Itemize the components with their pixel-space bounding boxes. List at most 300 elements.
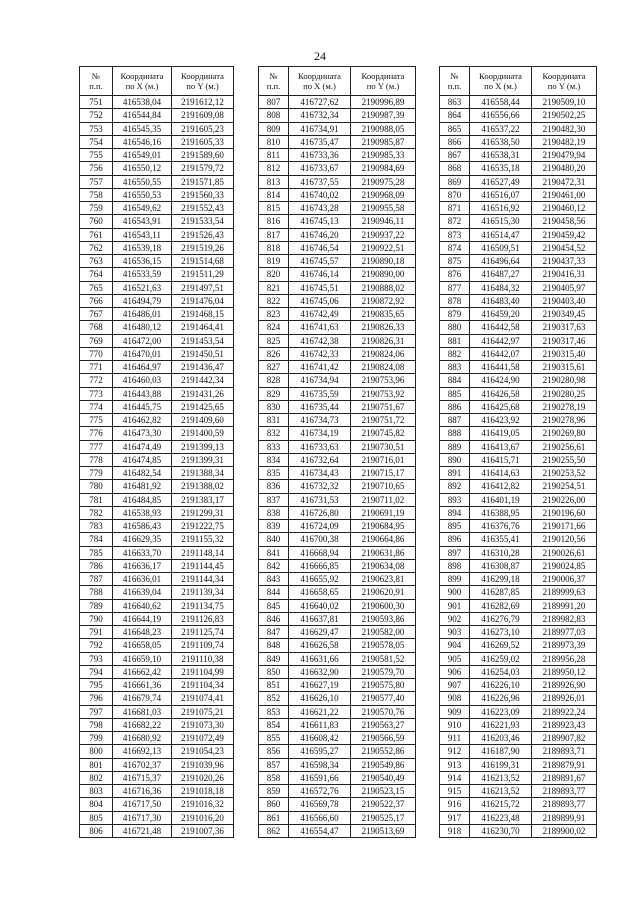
table-row xyxy=(259,202,416,215)
x-coordinate-cell: 416516,92 xyxy=(470,202,532,215)
y-coordinate-cell: 2189879,91 xyxy=(532,758,597,771)
point-number-cell: 812 xyxy=(259,162,289,175)
table-row xyxy=(80,241,234,254)
point-number-cell: 776 xyxy=(80,427,113,440)
point-number-cell: 765 xyxy=(80,281,113,294)
point-number-cell: 917 xyxy=(440,811,470,824)
y-coordinate-cell: 2191476,04 xyxy=(172,294,234,307)
table-row xyxy=(440,559,597,572)
x-coordinate-cell: 416734,73 xyxy=(289,414,351,427)
y-coordinate-cell: 2190482,19 xyxy=(532,135,597,148)
point-number-cell: 873 xyxy=(440,228,470,241)
x-coordinate-cell: 416655,92 xyxy=(289,573,351,586)
y-coordinate-cell: 2189973,39 xyxy=(532,639,597,652)
y-coordinate-cell: 2190579,70 xyxy=(351,665,416,678)
y-coordinate-cell: 2190581,52 xyxy=(351,652,416,665)
y-coordinate-cell: 2191519,26 xyxy=(172,241,234,254)
y-coordinate-cell: 2191579,72 xyxy=(172,162,234,175)
x-coordinate-cell: 416629,35 xyxy=(113,533,172,546)
y-coordinate-cell: 2189926,90 xyxy=(532,679,597,692)
y-coordinate-cell: 2190582,00 xyxy=(351,626,416,639)
point-number-cell: 897 xyxy=(440,546,470,559)
y-coordinate-cell: 2191222,75 xyxy=(172,520,234,533)
point-number-cell: 841 xyxy=(259,546,289,559)
y-coordinate-cell: 2191126,83 xyxy=(172,612,234,625)
table-row xyxy=(440,718,597,731)
y-coordinate-cell: 2190578,05 xyxy=(351,639,416,652)
table-row xyxy=(259,612,416,625)
y-coordinate-cell: 2189999,63 xyxy=(532,586,597,599)
table-row xyxy=(80,785,234,798)
point-number-cell: 785 xyxy=(80,546,113,559)
y-coordinate-cell: 2190522,37 xyxy=(351,798,416,811)
y-coordinate-cell: 2190730,51 xyxy=(351,440,416,453)
point-number-cell: 784 xyxy=(80,533,113,546)
x-coordinate-cell: 416746,54 xyxy=(289,241,351,254)
table-row xyxy=(440,573,597,586)
y-coordinate-cell: 2190946,11 xyxy=(351,215,416,228)
y-coordinate-cell: 2190987,39 xyxy=(351,109,416,122)
x-coordinate-cell: 416509,51 xyxy=(470,241,532,254)
x-coordinate-cell: 416273,10 xyxy=(470,626,532,639)
table-row xyxy=(80,149,234,162)
x-coordinate-cell: 416413,67 xyxy=(470,440,532,453)
y-coordinate-cell: 2190691,19 xyxy=(351,506,416,519)
point-number-cell: 788 xyxy=(80,586,113,599)
y-coordinate-cell: 2190620,91 xyxy=(351,586,416,599)
x-coordinate-cell: 416536,15 xyxy=(113,255,172,268)
point-number-cell: 760 xyxy=(80,215,113,228)
table-row xyxy=(440,811,597,824)
x-coordinate-cell: 416682,22 xyxy=(113,718,172,731)
table-row xyxy=(259,824,416,837)
table-row xyxy=(259,334,416,347)
point-number-cell: 757 xyxy=(80,175,113,188)
point-number-cell: 755 xyxy=(80,149,113,162)
x-coordinate-cell: 416743,28 xyxy=(289,202,351,215)
y-coordinate-cell: 2190461,00 xyxy=(532,188,597,201)
x-coordinate-cell: 416644,19 xyxy=(113,612,172,625)
table-row xyxy=(440,798,597,811)
x-coordinate-cell: 416481,92 xyxy=(113,480,172,493)
x-coordinate-cell: 416745,57 xyxy=(289,255,351,268)
table-row xyxy=(440,228,597,241)
table-row xyxy=(259,427,416,440)
y-coordinate-cell: 2191453,54 xyxy=(172,334,234,347)
x-coordinate-cell: 416474,85 xyxy=(113,453,172,466)
x-coordinate-cell: 416732,32 xyxy=(289,480,351,493)
y-coordinate-cell: 2190684,95 xyxy=(351,520,416,533)
x-coordinate-cell: 416741,42 xyxy=(289,361,351,374)
table-row xyxy=(259,96,416,109)
table-row xyxy=(259,453,416,466)
y-coordinate-cell: 2190552,86 xyxy=(351,745,416,758)
x-coordinate-cell: 416442,07 xyxy=(470,347,532,360)
x-coordinate-cell: 416483,40 xyxy=(470,294,532,307)
point-number-cell: 813 xyxy=(259,175,289,188)
x-coordinate-cell: 416226,96 xyxy=(470,692,532,705)
point-number-cell: 829 xyxy=(259,387,289,400)
y-coordinate-cell: 2191109,74 xyxy=(172,639,234,652)
y-coordinate-cell: 2190256,61 xyxy=(532,440,597,453)
table-row xyxy=(440,785,597,798)
y-coordinate-cell: 2191125,74 xyxy=(172,626,234,639)
y-coordinate-cell: 2191073,30 xyxy=(172,718,234,731)
point-number-cell: 872 xyxy=(440,215,470,228)
x-coordinate-cell: 416640,02 xyxy=(289,599,351,612)
point-number-cell: 918 xyxy=(440,824,470,837)
y-coordinate-cell: 2191020,26 xyxy=(172,771,234,784)
point-number-cell: 840 xyxy=(259,533,289,546)
y-coordinate-cell: 2190416,31 xyxy=(532,268,597,281)
y-coordinate-column-header: Координата по Y (м.) xyxy=(532,67,597,96)
point-number-cell: 782 xyxy=(80,506,113,519)
y-coordinate-cell: 2190824,06 xyxy=(351,347,416,360)
x-coordinate-cell: 416287,85 xyxy=(470,586,532,599)
y-coordinate-cell: 2190403,40 xyxy=(532,294,597,307)
point-number-cell: 887 xyxy=(440,414,470,427)
x-coordinate-cell: 416724,09 xyxy=(289,520,351,533)
x-coordinate-cell: 416474,49 xyxy=(113,440,172,453)
table-row xyxy=(80,109,234,122)
table-row xyxy=(259,149,416,162)
point-number-cell: 894 xyxy=(440,506,470,519)
table-row xyxy=(80,599,234,612)
y-coordinate-cell: 2190437,33 xyxy=(532,255,597,268)
point-number-cell: 878 xyxy=(440,294,470,307)
y-coordinate-cell: 2190955,58 xyxy=(351,202,416,215)
table-row xyxy=(259,771,416,784)
x-coordinate-cell: 416538,04 xyxy=(113,96,172,109)
y-coordinate-cell: 2191139,34 xyxy=(172,586,234,599)
y-coordinate-cell: 2190120,56 xyxy=(532,533,597,546)
coordinates-table-1 xyxy=(79,66,234,838)
table-row xyxy=(80,811,234,824)
x-coordinate-cell: 416702,37 xyxy=(113,758,172,771)
table-row xyxy=(80,639,234,652)
point-number-cell: 832 xyxy=(259,427,289,440)
table-row xyxy=(80,824,234,837)
x-coordinate-cell: 416569,78 xyxy=(289,798,351,811)
x-coordinate-cell: 416554,47 xyxy=(289,824,351,837)
table-row xyxy=(440,758,597,771)
point-number-cell: 809 xyxy=(259,122,289,135)
point-number-cell: 838 xyxy=(259,506,289,519)
table-row xyxy=(259,467,416,480)
point-number-cell: 866 xyxy=(440,135,470,148)
table-row xyxy=(259,400,416,413)
y-coordinate-cell: 2191533,54 xyxy=(172,215,234,228)
x-coordinate-cell: 416401,19 xyxy=(470,493,532,506)
x-coordinate-cell: 416732,34 xyxy=(289,109,351,122)
x-coordinate-cell: 416355,41 xyxy=(470,533,532,546)
y-coordinate-cell: 2191148,14 xyxy=(172,546,234,559)
x-coordinate-cell: 416668,94 xyxy=(289,546,351,559)
point-number-cell: 905 xyxy=(440,652,470,665)
point-number-cell: 879 xyxy=(440,308,470,321)
table-row xyxy=(259,374,416,387)
table-row xyxy=(440,149,597,162)
x-coordinate-cell: 416269,52 xyxy=(470,639,532,652)
x-coordinate-cell: 416734,43 xyxy=(289,467,351,480)
x-coordinate-cell: 416726,80 xyxy=(289,506,351,519)
y-coordinate-cell: 2191144,34 xyxy=(172,573,234,586)
point-number-cell: 777 xyxy=(80,440,113,453)
table-row xyxy=(259,135,416,148)
point-number-cell: 821 xyxy=(259,281,289,294)
x-coordinate-cell: 416473,30 xyxy=(113,427,172,440)
point-number-cell: 826 xyxy=(259,347,289,360)
y-coordinate-cell: 2190513,69 xyxy=(351,824,416,837)
x-coordinate-cell: 416514,47 xyxy=(470,228,532,241)
table-row xyxy=(440,652,597,665)
x-coordinate-cell: 416299,18 xyxy=(470,573,532,586)
point-number-cell: 839 xyxy=(259,520,289,533)
point-number-cell: 862 xyxy=(259,824,289,837)
x-coordinate-cell: 416737,55 xyxy=(289,175,351,188)
y-coordinate-cell: 2189893,77 xyxy=(532,798,597,811)
point-number-cell: 753 xyxy=(80,122,113,135)
point-number-cell: 754 xyxy=(80,135,113,148)
table-row xyxy=(440,347,597,360)
table-row xyxy=(80,347,234,360)
x-coordinate-cell: 416460,03 xyxy=(113,374,172,387)
table-row xyxy=(259,361,416,374)
table-row xyxy=(259,387,416,400)
y-coordinate-cell: 2189977,03 xyxy=(532,626,597,639)
x-coordinate-cell: 416543,11 xyxy=(113,228,172,241)
x-coordinate-cell: 416735,47 xyxy=(289,135,351,148)
x-coordinate-cell: 416545,35 xyxy=(113,122,172,135)
point-number-cell: 792 xyxy=(80,639,113,652)
table-row xyxy=(80,467,234,480)
point-number-cell: 870 xyxy=(440,188,470,201)
table-row xyxy=(440,453,597,466)
table-row xyxy=(440,824,597,837)
table-row xyxy=(80,480,234,493)
y-coordinate-cell: 2189982,83 xyxy=(532,612,597,625)
y-coordinate-cell: 2190460,12 xyxy=(532,202,597,215)
y-coordinate-cell: 2191016,20 xyxy=(172,811,234,824)
y-coordinate-cell: 2191612,12 xyxy=(172,96,234,109)
y-coordinate-cell: 2191016,32 xyxy=(172,798,234,811)
table-row xyxy=(80,188,234,201)
table-row xyxy=(440,202,597,215)
y-coordinate-cell: 2191144,45 xyxy=(172,559,234,572)
table-row xyxy=(259,255,416,268)
y-coordinate-cell: 2191609,08 xyxy=(172,109,234,122)
x-coordinate-cell: 416223,09 xyxy=(470,705,532,718)
page-number: 24 xyxy=(314,49,326,63)
table-row xyxy=(80,202,234,215)
y-coordinate-cell: 2190255,50 xyxy=(532,453,597,466)
point-number-cell: 883 xyxy=(440,361,470,374)
table-row xyxy=(259,347,416,360)
table-row xyxy=(80,175,234,188)
table-row xyxy=(80,679,234,692)
x-coordinate-cell: 416735,59 xyxy=(289,387,351,400)
table-row xyxy=(259,215,416,228)
table-row xyxy=(259,268,416,281)
table-row xyxy=(80,586,234,599)
point-number-cell: 896 xyxy=(440,533,470,546)
point-number-cell: 814 xyxy=(259,188,289,201)
table-row xyxy=(80,96,234,109)
x-coordinate-cell: 416639,04 xyxy=(113,586,172,599)
y-coordinate-cell: 2190716,01 xyxy=(351,453,416,466)
x-coordinate-cell: 416515,30 xyxy=(470,215,532,228)
table-row xyxy=(80,612,234,625)
y-coordinate-cell: 2191155,32 xyxy=(172,533,234,546)
y-coordinate-cell: 2190349,45 xyxy=(532,308,597,321)
table-row xyxy=(80,506,234,519)
table-row xyxy=(259,626,416,639)
y-coordinate-cell: 2190872,92 xyxy=(351,294,416,307)
point-number-cell: 772 xyxy=(80,374,113,387)
x-coordinate-cell: 416443,88 xyxy=(113,387,172,400)
point-number-cell: 886 xyxy=(440,400,470,413)
table-row xyxy=(80,135,234,148)
table-row xyxy=(259,546,416,559)
table-row xyxy=(440,321,597,334)
point-number-cell: 844 xyxy=(259,586,289,599)
x-coordinate-cell: 416535,18 xyxy=(470,162,532,175)
y-coordinate-cell: 2191589,60 xyxy=(172,149,234,162)
table-row xyxy=(259,745,416,758)
x-coordinate-cell: 416415,71 xyxy=(470,453,532,466)
y-coordinate-cell: 2191526,43 xyxy=(172,228,234,241)
y-coordinate-cell: 2190549,86 xyxy=(351,758,416,771)
point-number-cell: 818 xyxy=(259,241,289,254)
point-number-cell: 815 xyxy=(259,202,289,215)
point-number-cell: 825 xyxy=(259,334,289,347)
table-row xyxy=(80,453,234,466)
table-row xyxy=(259,798,416,811)
x-coordinate-cell: 416640,62 xyxy=(113,599,172,612)
y-coordinate-cell: 2190577,40 xyxy=(351,692,416,705)
x-coordinate-cell: 416215,72 xyxy=(470,798,532,811)
table-row xyxy=(80,400,234,413)
x-coordinate-cell: 416733,63 xyxy=(289,440,351,453)
y-coordinate-cell: 2190664,86 xyxy=(351,533,416,546)
point-number-cell: 823 xyxy=(259,308,289,321)
y-coordinate-cell: 2191054,23 xyxy=(172,745,234,758)
table-row xyxy=(440,109,597,122)
y-coordinate-cell: 2190563,27 xyxy=(351,718,416,731)
table-row xyxy=(259,586,416,599)
y-coordinate-cell: 2190026,61 xyxy=(532,546,597,559)
x-coordinate-cell: 416662,42 xyxy=(113,665,172,678)
point-number-cell: 903 xyxy=(440,626,470,639)
y-coordinate-cell: 2190985,33 xyxy=(351,149,416,162)
y-coordinate-cell: 2190711,02 xyxy=(351,493,416,506)
point-number-cell: 852 xyxy=(259,692,289,705)
table-row xyxy=(80,361,234,374)
x-coordinate-cell: 416745,06 xyxy=(289,294,351,307)
y-coordinate-cell: 2190753,96 xyxy=(351,374,416,387)
x-coordinate-cell: 416425,68 xyxy=(470,400,532,413)
y-coordinate-cell: 2190315,40 xyxy=(532,347,597,360)
point-number-cell: 868 xyxy=(440,162,470,175)
x-coordinate-cell: 416442,58 xyxy=(470,321,532,334)
y-coordinate-cell: 2190459,42 xyxy=(532,228,597,241)
point-number-cell: 831 xyxy=(259,414,289,427)
x-coordinate-cell: 416538,31 xyxy=(470,149,532,162)
table-row xyxy=(259,520,416,533)
point-number-cell: 853 xyxy=(259,705,289,718)
point-number-cell: 884 xyxy=(440,374,470,387)
table-row xyxy=(80,387,234,400)
x-coordinate-cell: 416412,82 xyxy=(470,480,532,493)
y-coordinate-cell: 2189991,20 xyxy=(532,599,597,612)
table-row xyxy=(259,162,416,175)
point-number-cell: 819 xyxy=(259,255,289,268)
x-coordinate-cell: 416310,28 xyxy=(470,546,532,559)
point-number-cell: 860 xyxy=(259,798,289,811)
x-coordinate-cell: 416717,30 xyxy=(113,811,172,824)
x-coordinate-cell: 416659,10 xyxy=(113,652,172,665)
point-number-cell: 855 xyxy=(259,732,289,745)
table-row xyxy=(440,546,597,559)
table-header-row xyxy=(440,67,597,96)
y-coordinate-cell: 2190593,86 xyxy=(351,612,416,625)
y-coordinate-cell: 2190196,60 xyxy=(532,506,597,519)
y-coordinate-cell: 2190253,52 xyxy=(532,467,597,480)
table-row xyxy=(440,533,597,546)
point-number-cell: 768 xyxy=(80,321,113,334)
x-coordinate-cell: 416482,54 xyxy=(113,467,172,480)
table-row xyxy=(259,652,416,665)
table-row xyxy=(80,493,234,506)
x-coordinate-cell: 416636,01 xyxy=(113,573,172,586)
table-row xyxy=(259,573,416,586)
x-coordinate-cell: 416661,36 xyxy=(113,679,172,692)
x-coordinate-cell: 416731,53 xyxy=(289,493,351,506)
y-coordinate-cell: 2190715,17 xyxy=(351,467,416,480)
x-coordinate-cell: 416632,90 xyxy=(289,665,351,678)
table-row xyxy=(440,626,597,639)
point-number-cell: 790 xyxy=(80,612,113,625)
point-number-cell: 780 xyxy=(80,480,113,493)
table-row xyxy=(440,361,597,374)
table-row xyxy=(80,626,234,639)
point-number-cell: 797 xyxy=(80,705,113,718)
x-coordinate-cell: 416591,66 xyxy=(289,771,351,784)
table-row xyxy=(80,334,234,347)
y-coordinate-cell: 2191425,65 xyxy=(172,400,234,413)
x-coordinate-cell: 416213,52 xyxy=(470,771,532,784)
y-coordinate-cell: 2190968,09 xyxy=(351,188,416,201)
table-row xyxy=(80,281,234,294)
table-row xyxy=(80,665,234,678)
y-coordinate-cell: 2191039,96 xyxy=(172,758,234,771)
table-row xyxy=(259,308,416,321)
point-number-cell: 880 xyxy=(440,321,470,334)
point-number-cell: 781 xyxy=(80,493,113,506)
table-row xyxy=(259,281,416,294)
x-coordinate-cell: 416484,32 xyxy=(470,281,532,294)
x-coordinate-cell: 416276,79 xyxy=(470,612,532,625)
point-number-cell: 789 xyxy=(80,599,113,612)
y-coordinate-cell: 2190710,65 xyxy=(351,480,416,493)
point-number-cell: 799 xyxy=(80,732,113,745)
x-coordinate-cell: 416717,50 xyxy=(113,798,172,811)
x-coordinate-cell: 416586,43 xyxy=(113,520,172,533)
number-column-header: № п.п. xyxy=(80,67,113,96)
point-number-cell: 861 xyxy=(259,811,289,824)
point-number-cell: 778 xyxy=(80,453,113,466)
x-coordinate-cell: 416742,38 xyxy=(289,334,351,347)
